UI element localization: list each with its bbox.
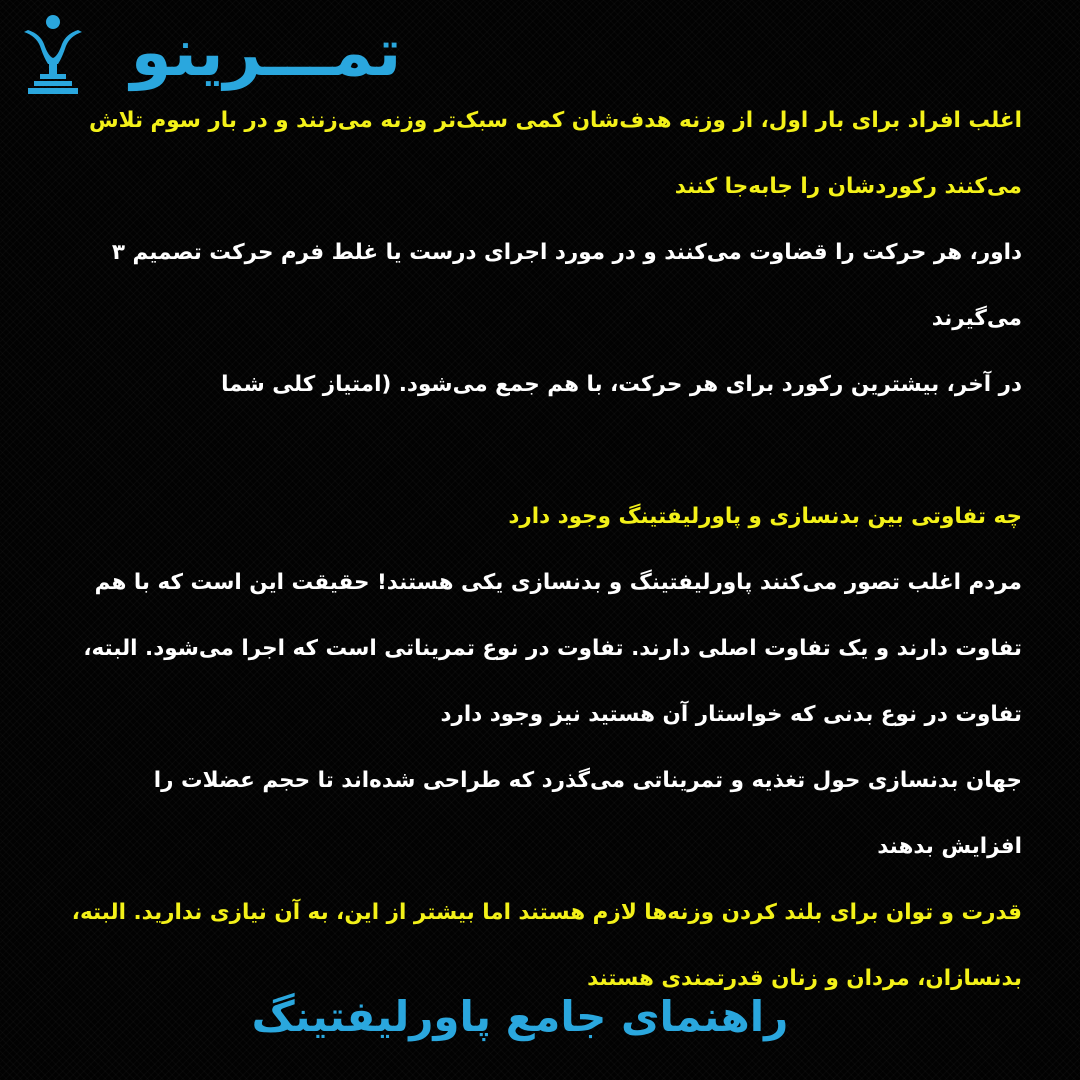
strength-paragraph: قدرت و توان برای بلند کردن وزنه‌ها لازم هستند اما بیشتر از این، به آن نیازی ندارید. البته، بدنسازان، مردان و زنان قدرتمندی هستند: [71, 900, 1022, 991]
goblet-trophy-icon: [18, 10, 88, 98]
referee-paragraph: داور، هر حرکت را قضاوت می‌کنند و در مورد اجرای درست یا غلط فرم حرکت تصمیم ۳ می‌گیرند: [111, 240, 1022, 331]
total-score-paragraph: در آخر، بیشترین رکورد برای هر حرکت، با هم جمع می‌شود. (امتیاز کلی شما: [221, 372, 1022, 397]
section-heading: چه تفاوتی بین بدنسازی و پاورلیفتینگ وجود دارد: [508, 504, 1022, 529]
difference-paragraph: مردم اغلب تصور می‌کنند پاورلیفتینگ و بدنسازی یکی هستند! حقیقت این است که با هم تفاوت دارند و یک تفاوت اصلی دارند. تفاوت در نوع تمریناتی است که اجرا می‌شود. البته، تفاوت در نوع بدنی که خواستار آن هستید نیز وجود دارد: [83, 570, 1022, 727]
paragraph-spacer: [70, 418, 1022, 484]
article-body: [70, 88, 1022, 1012]
footer-title: راهنمای جامع پاورلیفتینگ: [251, 992, 789, 1041]
brand-logo: [14, 10, 444, 100]
brand-wordmark: تمـــرینو: [130, 14, 402, 91]
bodybuilding-paragraph: جهان بدنسازی حول تغذیه و تمریناتی می‌گذرد که طراحی شده‌اند تا حجم عضلات را افزایش بدهند: [153, 768, 1022, 859]
intro-paragraph: اغلب افراد برای بار اول، از وزنه هدف‌شان کمی سبک‌تر وزنه می‌زنند و در بار سوم تلاش می‌کنند رکوردشان را جابه‌جا کنند: [88, 108, 1022, 199]
